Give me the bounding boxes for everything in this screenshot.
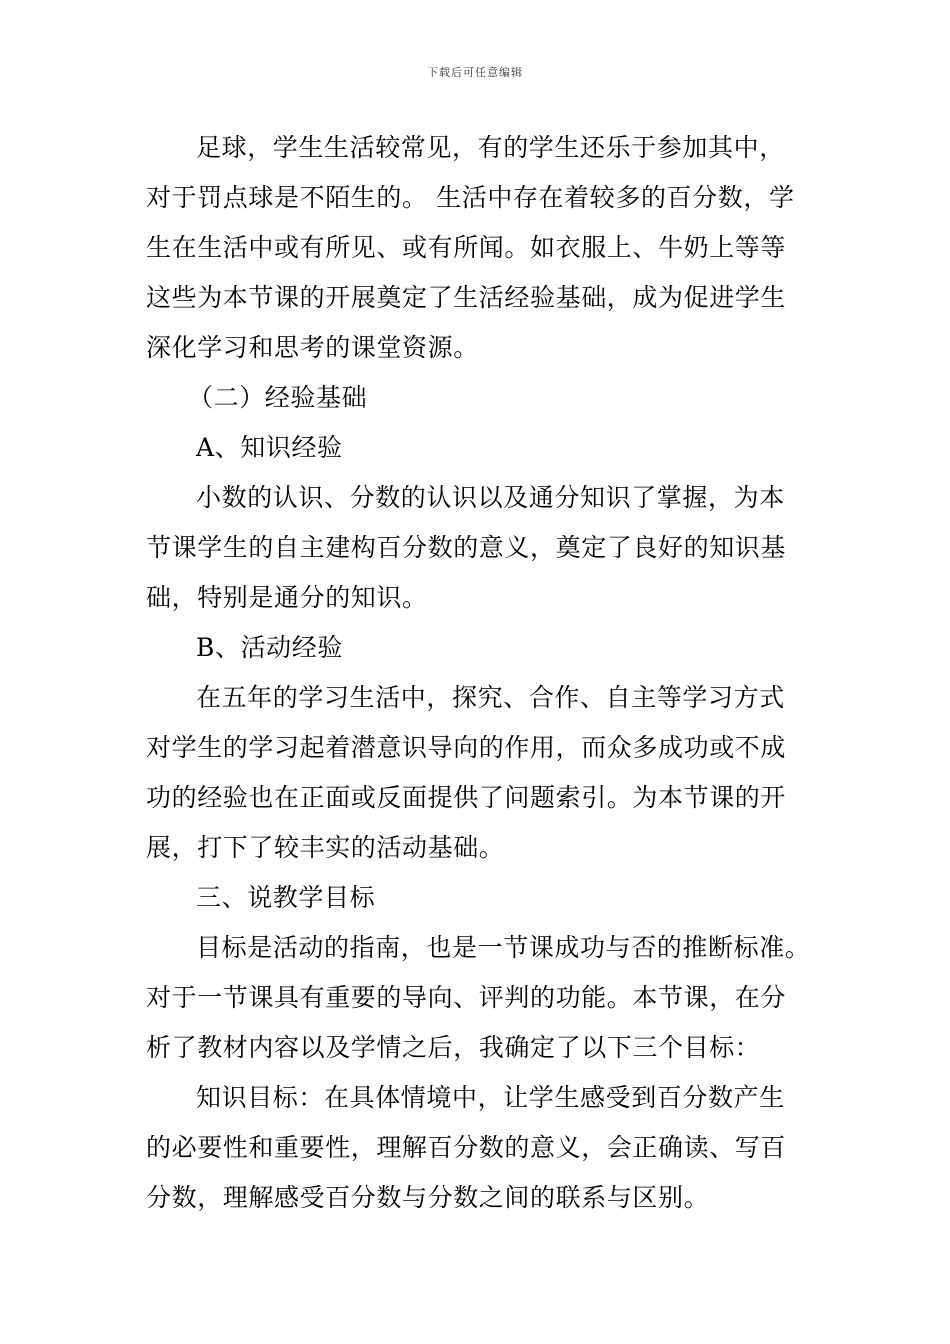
text-line: 足球，学生生活较常见，有的学生还乐于参加其中， <box>196 133 785 162</box>
text-line: 分数，理解感受百分数与分数之间的联系与区别。 <box>146 1183 710 1212</box>
text-line: 深化学习和思考的课堂资源。 <box>146 333 479 362</box>
text-line: 对于罚点球是不陌生的。 生活中存在着较多的百分数，学 <box>146 183 795 212</box>
text-line: 这些为本节课的开展奠定了生活经验基础，成为促进学生 <box>146 283 787 312</box>
text-line: 展，打下了较丰实的活动基础。 <box>146 833 505 862</box>
page-header: 下载后可任意编辑 <box>427 66 523 79</box>
text-line: 目标是活动的指南，也是一节课成功与否的推断标准。 <box>196 933 811 962</box>
text-line: 生在生活中或有所见、或有所闻。如衣服上、牛奶上等等 <box>146 233 787 262</box>
text-line: 对学生的学习起着潜意识导向的作用，而众多成功或不成 <box>146 733 787 762</box>
section-heading: 三、说教学目标 <box>196 883 376 912</box>
section-heading: （二）经验基础 <box>188 383 368 412</box>
text-line: 小数的认识、分数的认识以及通分知识了掌握，为本 <box>196 483 785 512</box>
text-line: 知识目标：在具体情境中，让学生感受到百分数产生 <box>196 1083 785 1112</box>
text-line: 节课学生的自主建构百分数的意义，奠定了良好的知识基 <box>146 533 787 562</box>
subsection-heading: A、知识经验 <box>196 433 343 462</box>
text-line: 对于一节课具有重要的导向、评判的功能。本节课，在分 <box>146 983 787 1012</box>
text-line: 析了教材内容以及学情之后，我确定了以下三个目标： <box>146 1033 761 1062</box>
text-line: 础，特别是通分的知识。 <box>146 583 428 612</box>
subsection-heading: B、活动经验 <box>196 633 343 662</box>
text-line: 的必要性和重要性，理解百分数的意义，会正确读、写百 <box>146 1133 787 1162</box>
text-line: 在五年的学习生活中，探究、合作、自主等学习方式 <box>196 683 785 712</box>
text-line: 功的经验也在正面或反面提供了问题索引。为本节课的开 <box>146 783 787 812</box>
